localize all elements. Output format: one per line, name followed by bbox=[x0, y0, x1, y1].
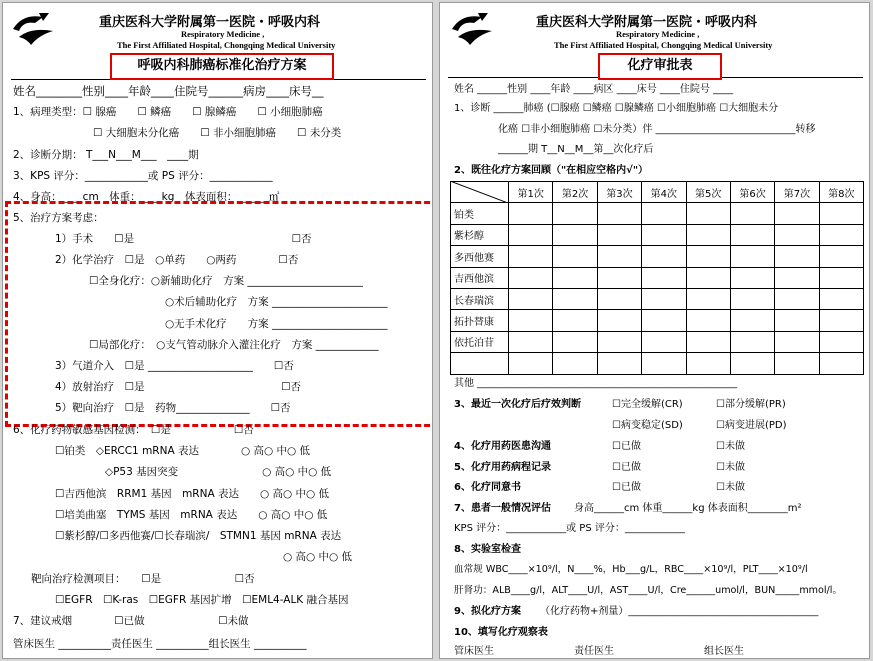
patient-assessment-fields: 身高______cm 体重______kg 体表面积________m² bbox=[574, 503, 802, 514]
history-heading: 2、既往化疗方案回顾（"在相应空格内√"） bbox=[454, 165, 649, 176]
drug-label: 铂类 bbox=[451, 203, 509, 224]
patient-info-line: 姓名________性别____年龄____住院号______病房____床号__ bbox=[13, 84, 324, 98]
drug-label: 长春瑞滨 bbox=[451, 288, 509, 309]
check-cell[interactable] bbox=[509, 267, 553, 288]
systemic-chemo-adjuvant: ○术后辅助化疗 方案 ______________________ bbox=[165, 296, 388, 308]
pd-option[interactable]: ☐病变进展(PD) bbox=[716, 420, 787, 431]
treatment-plan-heading: 5、治疗方案考虑： bbox=[13, 212, 104, 224]
check-cell[interactable] bbox=[553, 353, 597, 374]
check-cell[interactable] bbox=[730, 203, 774, 224]
cycle-header: 第2次 bbox=[553, 182, 597, 203]
dept-name-en: Respiratory Medicine , bbox=[616, 29, 700, 39]
check-cell[interactable] bbox=[553, 331, 597, 352]
corner-cell bbox=[451, 182, 509, 203]
drug-label: 拓扑替康 bbox=[451, 310, 509, 331]
table-row bbox=[451, 203, 864, 224]
check-cell[interactable] bbox=[819, 288, 863, 309]
check-cell[interactable] bbox=[730, 331, 774, 352]
pemetrexed-tyms: ☐培美曲塞 TYMS 基因 mRNA 表达 ○ 高○ 中○ 低 bbox=[55, 509, 328, 521]
check-cell[interactable] bbox=[509, 203, 553, 224]
check-cell[interactable] bbox=[775, 267, 819, 288]
course-record-done[interactable]: ☐已做 bbox=[612, 462, 641, 473]
cycle-header: 第5次 bbox=[686, 182, 730, 203]
check-cell[interactable] bbox=[819, 224, 863, 245]
check-cell[interactable] bbox=[642, 203, 686, 224]
communication-not-done[interactable]: ☐未做 bbox=[716, 441, 745, 452]
gene-test-heading: 6、化疗药物敏感基因检测： ☐是 ☐否 bbox=[13, 424, 254, 436]
check-cell[interactable] bbox=[597, 331, 641, 352]
hospital-name-cn: 重庆医科大学附属第一医院・呼吸内科 bbox=[536, 15, 758, 30]
check-cell[interactable] bbox=[553, 246, 597, 267]
check-cell[interactable] bbox=[730, 310, 774, 331]
efficacy-heading: 3、最近一次化疗后疗效判断 bbox=[454, 399, 581, 410]
check-cell[interactable] bbox=[686, 267, 730, 288]
body-measurements: 4、身高：____cm 体重：____kg 体表面积：______㎡ bbox=[13, 191, 280, 203]
communication-heading: 4、化疗用药医患沟通 bbox=[454, 441, 551, 452]
check-cell[interactable] bbox=[819, 203, 863, 224]
check-cell[interactable] bbox=[642, 246, 686, 267]
table-row bbox=[451, 246, 864, 267]
lab-heading: 8、实验室检查 bbox=[454, 544, 521, 555]
check-cell[interactable] bbox=[642, 267, 686, 288]
check-cell[interactable] bbox=[775, 224, 819, 245]
kps-score: 3、KPS 评分：____________或 PS 评分：____________ bbox=[13, 170, 273, 182]
doctor-signatures: 管床医生 责任医生 组长医生 bbox=[454, 646, 744, 657]
p53-mutation: ◇P53 基因突变 ○ 高○ 中○ 低 bbox=[105, 466, 332, 478]
check-cell[interactable] bbox=[730, 267, 774, 288]
diagnosis-line-3: ______期 T__N__M__第__次化疗后 bbox=[498, 144, 654, 155]
table-row bbox=[451, 310, 864, 331]
check-cell[interactable] bbox=[509, 224, 553, 245]
table-row bbox=[451, 267, 864, 288]
cycle-header: 第4次 bbox=[642, 182, 686, 203]
kps-score: KPS 评分：____________或 PS 评分：____________ bbox=[454, 523, 685, 534]
consent-not-done[interactable]: ☐未做 bbox=[716, 482, 745, 493]
hospital-name-en: The First Affiliated Hospital, Chongqing Medical University bbox=[117, 40, 336, 50]
doctor-signatures: 管床医生 __________责任医生 __________组长医生 __________ bbox=[13, 638, 307, 650]
drug-label bbox=[451, 353, 509, 374]
check-cell[interactable] bbox=[686, 310, 730, 331]
chemotherapy-option: 2）化学治疗 ☐是 ○单药 ○两药 ☐否 bbox=[55, 254, 299, 266]
pr-option[interactable]: ☐部分缓解(PR) bbox=[716, 399, 786, 410]
diagnosis-line-2: 化癌 ☐非小细胞肺癌 ☐未分类）伴 ____________________________转移 bbox=[498, 124, 816, 135]
check-cell[interactable] bbox=[509, 353, 553, 374]
targeted-test-items: ☐EGFR ☐K-ras ☐EGFR 基因扩增 ☐EML4-ALK 融合基因 bbox=[55, 594, 349, 606]
hospital-logo bbox=[9, 9, 59, 49]
check-cell[interactable] bbox=[553, 310, 597, 331]
surgery-option: 1）手术 ☐是 ☐否 bbox=[55, 233, 312, 245]
local-chemo: ☐局部化疗： ○支气管动脉介入灌注化疗 方案 ____________ bbox=[89, 339, 379, 351]
planned-regimen-field: （化疗药物+剂量）______________________________________ bbox=[540, 606, 819, 617]
check-cell[interactable] bbox=[509, 246, 553, 267]
table-row bbox=[451, 331, 864, 352]
check-cell[interactable] bbox=[730, 288, 774, 309]
sd-option[interactable]: ☐病变稳定(SD) bbox=[612, 420, 683, 431]
check-cell[interactable] bbox=[686, 331, 730, 352]
gemcitabine-rrm1: ☐吉西他滨 RRM1 基因 mRNA 表达 ○ 高○ 中○ 低 bbox=[55, 488, 329, 500]
check-cell[interactable] bbox=[553, 224, 597, 245]
platinum-ercc1: ☐铂类 ◇ERCC1 mRNA 表达 ○ 高○ 中○ 低 bbox=[55, 445, 310, 457]
check-cell[interactable] bbox=[642, 288, 686, 309]
course-record-heading: 5、化疗用药病程记录 bbox=[454, 462, 551, 473]
airway-intervention: 3）气道介入 ☐是 ____________________ ☐否 bbox=[55, 360, 294, 372]
consent-heading: 6、化疗同意书 bbox=[454, 482, 521, 493]
check-cell[interactable] bbox=[686, 288, 730, 309]
targeted-test-heading: 靶向治疗检测项目： ☐是 ☐否 bbox=[31, 573, 255, 585]
table-row bbox=[451, 224, 864, 245]
table-header-row bbox=[451, 182, 864, 203]
pathology-type: 1、病理类型：☐ 腺癌 ☐ 鳞癌 ☐ 腺鳞癌 ☐ 小细胞肺癌 bbox=[13, 106, 323, 118]
communication-done[interactable]: ☐已做 bbox=[612, 441, 641, 452]
check-cell[interactable] bbox=[642, 331, 686, 352]
check-cell[interactable] bbox=[597, 288, 641, 309]
form-title: 呼吸内科肺癌标准化治疗方案 bbox=[110, 53, 334, 80]
blood-routine: 血常规 WBC____×10⁹/l，N____%，Hb___g/L，RBC____×10⁹/l，PLT____×10⁹/l bbox=[454, 564, 808, 575]
check-cell[interactable] bbox=[642, 310, 686, 331]
hospital-logo bbox=[448, 9, 498, 49]
drug-label: 依托泊苷 bbox=[451, 331, 509, 352]
check-cell[interactable] bbox=[819, 310, 863, 331]
check-cell[interactable] bbox=[775, 288, 819, 309]
cycle-header: 第7次 bbox=[775, 182, 819, 203]
consent-done[interactable]: ☐已做 bbox=[612, 482, 641, 493]
hospital-name-en: The First Affiliated Hospital, Chongqing Medical University bbox=[554, 40, 773, 50]
check-cell[interactable] bbox=[775, 353, 819, 374]
diagnosis-line-1: 1、诊断 ______肺癌 (☐腺癌 ☐鳞癌 ☐腺鳞癌 ☐小细胞肺癌 ☐大细胞未分 bbox=[454, 103, 779, 114]
drug-label: 吉西他滨 bbox=[451, 267, 509, 288]
check-cell[interactable] bbox=[686, 224, 730, 245]
hospital-name-cn: 重庆医科大学附属第一医院・呼吸内科 bbox=[99, 15, 321, 30]
check-cell[interactable] bbox=[819, 267, 863, 288]
pathology-type-cont: ☐ 大细胞未分化癌 ☐ 非小细胞肺癌 ☐ 未分类 bbox=[93, 127, 342, 139]
check-cell[interactable] bbox=[730, 246, 774, 267]
check-cell[interactable] bbox=[597, 267, 641, 288]
check-cell[interactable] bbox=[775, 203, 819, 224]
systemic-chemo-neoadjuvant: ☐全身化疗：○新辅助化疗 方案 ______________________ bbox=[89, 275, 363, 287]
check-cell[interactable] bbox=[730, 353, 774, 374]
cycle-header: 第1次 bbox=[509, 182, 553, 203]
cycle-header: 第8次 bbox=[819, 182, 863, 203]
quit-smoking: 7、建议戒烟 ☐已做 ☐未做 bbox=[13, 615, 249, 627]
check-cell[interactable] bbox=[553, 267, 597, 288]
check-cell[interactable] bbox=[686, 203, 730, 224]
systemic-chemo-no-surgery: ○无手术化疗 方案 ______________________ bbox=[165, 318, 388, 330]
check-cell[interactable] bbox=[597, 310, 641, 331]
check-cell[interactable] bbox=[597, 224, 641, 245]
drug-label: 多西他赛 bbox=[451, 246, 509, 267]
check-cell[interactable] bbox=[775, 246, 819, 267]
chemo-history-table bbox=[450, 181, 864, 375]
check-cell[interactable] bbox=[819, 246, 863, 267]
check-cell[interactable] bbox=[509, 331, 553, 352]
check-cell[interactable] bbox=[553, 203, 597, 224]
check-cell[interactable] bbox=[509, 310, 553, 331]
check-cell[interactable] bbox=[509, 288, 553, 309]
cycle-header: 第3次 bbox=[597, 182, 641, 203]
targeted-therapy-option: 5）靶向治疗 ☐是 药物______________ ☐否 bbox=[55, 402, 291, 414]
check-cell[interactable] bbox=[686, 353, 730, 374]
taxane-stmn1: ☐紫杉醇/☐多西他赛/☐长春瑞滨/ STMN1 基因 mRNA 表达 bbox=[55, 530, 342, 542]
check-cell[interactable] bbox=[775, 310, 819, 331]
table-row bbox=[451, 353, 864, 374]
left-form-page bbox=[2, 2, 433, 659]
check-cell[interactable] bbox=[642, 353, 686, 374]
cycle-header: 第6次 bbox=[730, 182, 774, 203]
planned-regimen-heading: 9、拟化疗方案 bbox=[454, 606, 521, 617]
drug-label: 紫杉醇 bbox=[451, 224, 509, 245]
check-cell[interactable] bbox=[642, 224, 686, 245]
other-regimen-line: 其他 ____________________________________________________ bbox=[454, 378, 738, 389]
check-cell[interactable] bbox=[597, 353, 641, 374]
check-cell[interactable] bbox=[775, 331, 819, 352]
check-cell[interactable] bbox=[553, 288, 597, 309]
form-title: 化疗审批表 bbox=[598, 53, 722, 80]
patient-info-line: 姓名 ______性别 ____年龄 ____病区 ____床号 ____住院号 ____ bbox=[454, 84, 734, 95]
patient-assessment-heading: 7、患者一般情况评估 bbox=[454, 503, 551, 514]
check-cell[interactable] bbox=[597, 246, 641, 267]
table-row bbox=[451, 288, 864, 309]
diagnosis-stage: 2、诊断分期： T___N___M___ ____期 bbox=[13, 149, 199, 161]
stmn1-expression-level: ○ 高○ 中○ 低 bbox=[283, 551, 352, 563]
cr-option[interactable]: ☐完全缓解(CR) bbox=[612, 399, 683, 410]
right-form-page bbox=[439, 2, 870, 659]
course-record-not-done[interactable]: ☐未做 bbox=[716, 462, 745, 473]
check-cell[interactable] bbox=[597, 203, 641, 224]
dept-name-en: Respiratory Medicine , bbox=[181, 29, 265, 39]
liver-kidney-function: 肝肾功：ALB____g/l，ALT____U/l，AST____U/l，Cre______umol/l，BUN_____mmol/l。 bbox=[454, 585, 843, 596]
check-cell[interactable] bbox=[819, 331, 863, 352]
check-cell[interactable] bbox=[686, 246, 730, 267]
check-cell[interactable] bbox=[730, 224, 774, 245]
observation-form-heading: 10、填写化疗观察表 bbox=[454, 627, 548, 638]
check-cell[interactable] bbox=[819, 353, 863, 374]
radiotherapy-option: 4）放射治疗 ☐是 ☐否 bbox=[55, 381, 302, 393]
